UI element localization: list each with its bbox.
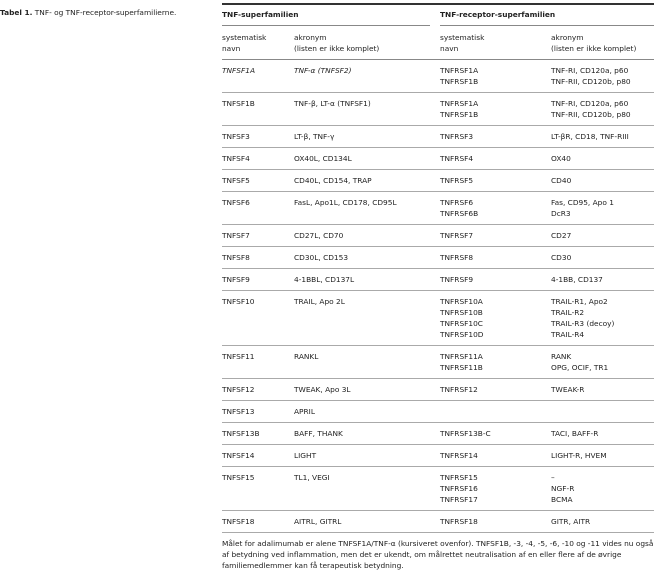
cell-receptor-name: TNFRSF10A TNFRSF10B TNFRSF10C TNFRSF10D bbox=[440, 291, 551, 346]
cell-name: TNFSF6 bbox=[222, 192, 294, 225]
cell-receptor-name: TNFRSF7 bbox=[440, 225, 551, 247]
cell-name: TNFSF7 bbox=[222, 225, 294, 247]
table-row bbox=[222, 192, 654, 225]
cell-name: TNFSF13 bbox=[222, 401, 294, 423]
table-row bbox=[222, 511, 654, 533]
cell-name: TNFSF14 bbox=[222, 445, 294, 467]
cell-receptor-name: TNFRSF15 TNFRSF16 TNFRSF17 bbox=[440, 467, 551, 511]
cell-receptor-name: TNFRSF1A TNFRSF1B bbox=[440, 93, 551, 126]
cell-acronym: CD27L, CD70 bbox=[294, 225, 430, 247]
footnote: Målet for adalimumab er alene TNFSF1A/TNF-α (kursiveret ovenfor). TNFSF1B, -3, -4, -5, -6, -10 og -11 vides nu også af betydning ved inflammation, men det er ukendt, om målrettet neutralisation af en eller flere af de øvrige familiemedlemmer kan få terapeutisk betydning. bbox=[222, 539, 654, 570]
group-tnf-superfamily: TNF-superfamilien bbox=[222, 5, 430, 26]
table-row bbox=[222, 423, 654, 445]
cell-acronym: FasL, Apo1L, CD178, CD95L bbox=[294, 192, 430, 225]
cell-receptor-name: TNFRSF11A TNFRSF11B bbox=[440, 346, 551, 379]
table-row bbox=[222, 445, 654, 467]
cell-acronym: TNF-β, LT-α (TNFSF1) bbox=[294, 93, 430, 126]
cell-receptor-name: TNFRSF6 TNFRSF6B bbox=[440, 192, 551, 225]
cell-acronym: LT-β, TNF-γ bbox=[294, 126, 430, 148]
cell-receptor-name: TNFRSF5 bbox=[440, 170, 551, 192]
cell-name: TNFSF5 bbox=[222, 170, 294, 192]
group-header-row bbox=[222, 5, 654, 26]
cell-name: TNFSF9 bbox=[222, 269, 294, 291]
cell-acronym: TL1, VEGI bbox=[294, 467, 430, 511]
table-row bbox=[222, 379, 654, 401]
cell-receptor-acronym: CD40 bbox=[551, 170, 654, 192]
cell-receptor-acronym: OX40 bbox=[551, 148, 654, 170]
table-row bbox=[222, 346, 654, 379]
cell-receptor-name: TNFRSF18 bbox=[440, 511, 551, 533]
cell-receptor-acronym: RANK OPG, OCIF, TR1 bbox=[551, 346, 654, 379]
table-row bbox=[222, 225, 654, 247]
cell-name: TNFSF3 bbox=[222, 126, 294, 148]
cell-name: TNFSF18 bbox=[222, 511, 294, 533]
cell-receptor-name: TNFRSF1A TNFRSF1B bbox=[440, 60, 551, 93]
table-row bbox=[222, 148, 654, 170]
col-header-acronym: akronym (listen er ikke komplet) bbox=[294, 26, 430, 60]
table-row bbox=[222, 170, 654, 192]
cell-acronym: APRIL bbox=[294, 401, 430, 423]
cell-receptor-name: TNFRSF9 bbox=[440, 269, 551, 291]
cell-name: TNFSF13B bbox=[222, 423, 294, 445]
cell-name: TNFSF12 bbox=[222, 379, 294, 401]
cell-receptor-acronym: CD30 bbox=[551, 247, 654, 269]
cell-receptor-acronym: LT-βR, CD18, TNF-RIII bbox=[551, 126, 654, 148]
cell-name: TNFSF1A bbox=[222, 60, 294, 93]
group-tnf-receptor-superfamily: TNF-receptor-superfamilien bbox=[440, 5, 654, 26]
table-row bbox=[222, 467, 654, 511]
cell-acronym: AITRL, GITRL bbox=[294, 511, 430, 533]
table-row bbox=[222, 60, 654, 93]
cell-name: TNFSF8 bbox=[222, 247, 294, 269]
cell-receptor-acronym: – NGF-R BCMA bbox=[551, 467, 654, 511]
cell-receptor-name: TNFRSF14 bbox=[440, 445, 551, 467]
table-row bbox=[222, 291, 654, 346]
cell-receptor-acronym: TACI, BAFF-R bbox=[551, 423, 654, 445]
col-header-receptor-name: systematisk navn bbox=[440, 26, 551, 60]
cell-receptor-name: TNFRSF3 bbox=[440, 126, 551, 148]
cell-receptor-acronym: TRAIL-R1, Apo2 TRAIL-R2 TRAIL-R3 (decoy) TRAIL-R4 bbox=[551, 291, 654, 346]
cell-name: TNFSF10 bbox=[222, 291, 294, 346]
cell-receptor-acronym: TNF-RI, CD120a, p60 TNF-RII, CD120b, p80 bbox=[551, 93, 654, 126]
cell-receptor-acronym: GITR, AITR bbox=[551, 511, 654, 533]
cell-acronym: 4-1BBL, CD137L bbox=[294, 269, 430, 291]
table-row bbox=[222, 401, 654, 423]
cell-receptor-name: TNFRSF4 bbox=[440, 148, 551, 170]
cell-name: TNFSF1B bbox=[222, 93, 294, 126]
cell-name: TNFSF4 bbox=[222, 148, 294, 170]
tnf-table bbox=[222, 3, 654, 571]
cell-acronym: LIGHT bbox=[294, 445, 430, 467]
table-row bbox=[222, 126, 654, 148]
cell-receptor-acronym: Fas, CD95, Apo 1 DcR3 bbox=[551, 192, 654, 225]
cell-receptor-acronym: CD27 bbox=[551, 225, 654, 247]
cell-name: TNFSF11 bbox=[222, 346, 294, 379]
cell-receptor-acronym: TNF-RI, CD120a, p60 TNF-RII, CD120b, p80 bbox=[551, 60, 654, 93]
col-header-receptor-acronym: akronym (listen er ikke komplet) bbox=[551, 26, 654, 60]
cell-acronym: CD40L, CD154, TRAP bbox=[294, 170, 430, 192]
table-caption: Tabel 1. TNF- og TNF-receptor-superfamilierne. bbox=[0, 8, 177, 17]
cell-receptor-acronym: LIGHT-R, HVEM bbox=[551, 445, 654, 467]
cell-acronym: OX40L, CD134L bbox=[294, 148, 430, 170]
cell-receptor-acronym bbox=[551, 401, 654, 423]
cell-acronym: TRAIL, Apo 2L bbox=[294, 291, 430, 346]
cell-receptor-acronym: 4-1BB, CD137 bbox=[551, 269, 654, 291]
cell-name: TNFSF15 bbox=[222, 467, 294, 511]
table-row bbox=[222, 269, 654, 291]
cell-receptor-name: TNFRSF12 bbox=[440, 379, 551, 401]
col-header-name: systematisk navn bbox=[222, 26, 294, 60]
cell-receptor-acronym: TWEAK-R bbox=[551, 379, 654, 401]
cell-acronym: TNF-α (TNFSF2) bbox=[294, 60, 430, 93]
cell-acronym: TWEAK, Apo 3L bbox=[294, 379, 430, 401]
cell-acronym: BAFF, THANK bbox=[294, 423, 430, 445]
table-row bbox=[222, 247, 654, 269]
cell-acronym: RANKL bbox=[294, 346, 430, 379]
column-header-row bbox=[222, 26, 654, 60]
cell-receptor-name: TNFRSF13B-C bbox=[440, 423, 551, 445]
cell-receptor-name: TNFRSF8 bbox=[440, 247, 551, 269]
cell-receptor-name bbox=[440, 401, 551, 423]
cell-acronym: CD30L, CD153 bbox=[294, 247, 430, 269]
table-row bbox=[222, 93, 654, 126]
